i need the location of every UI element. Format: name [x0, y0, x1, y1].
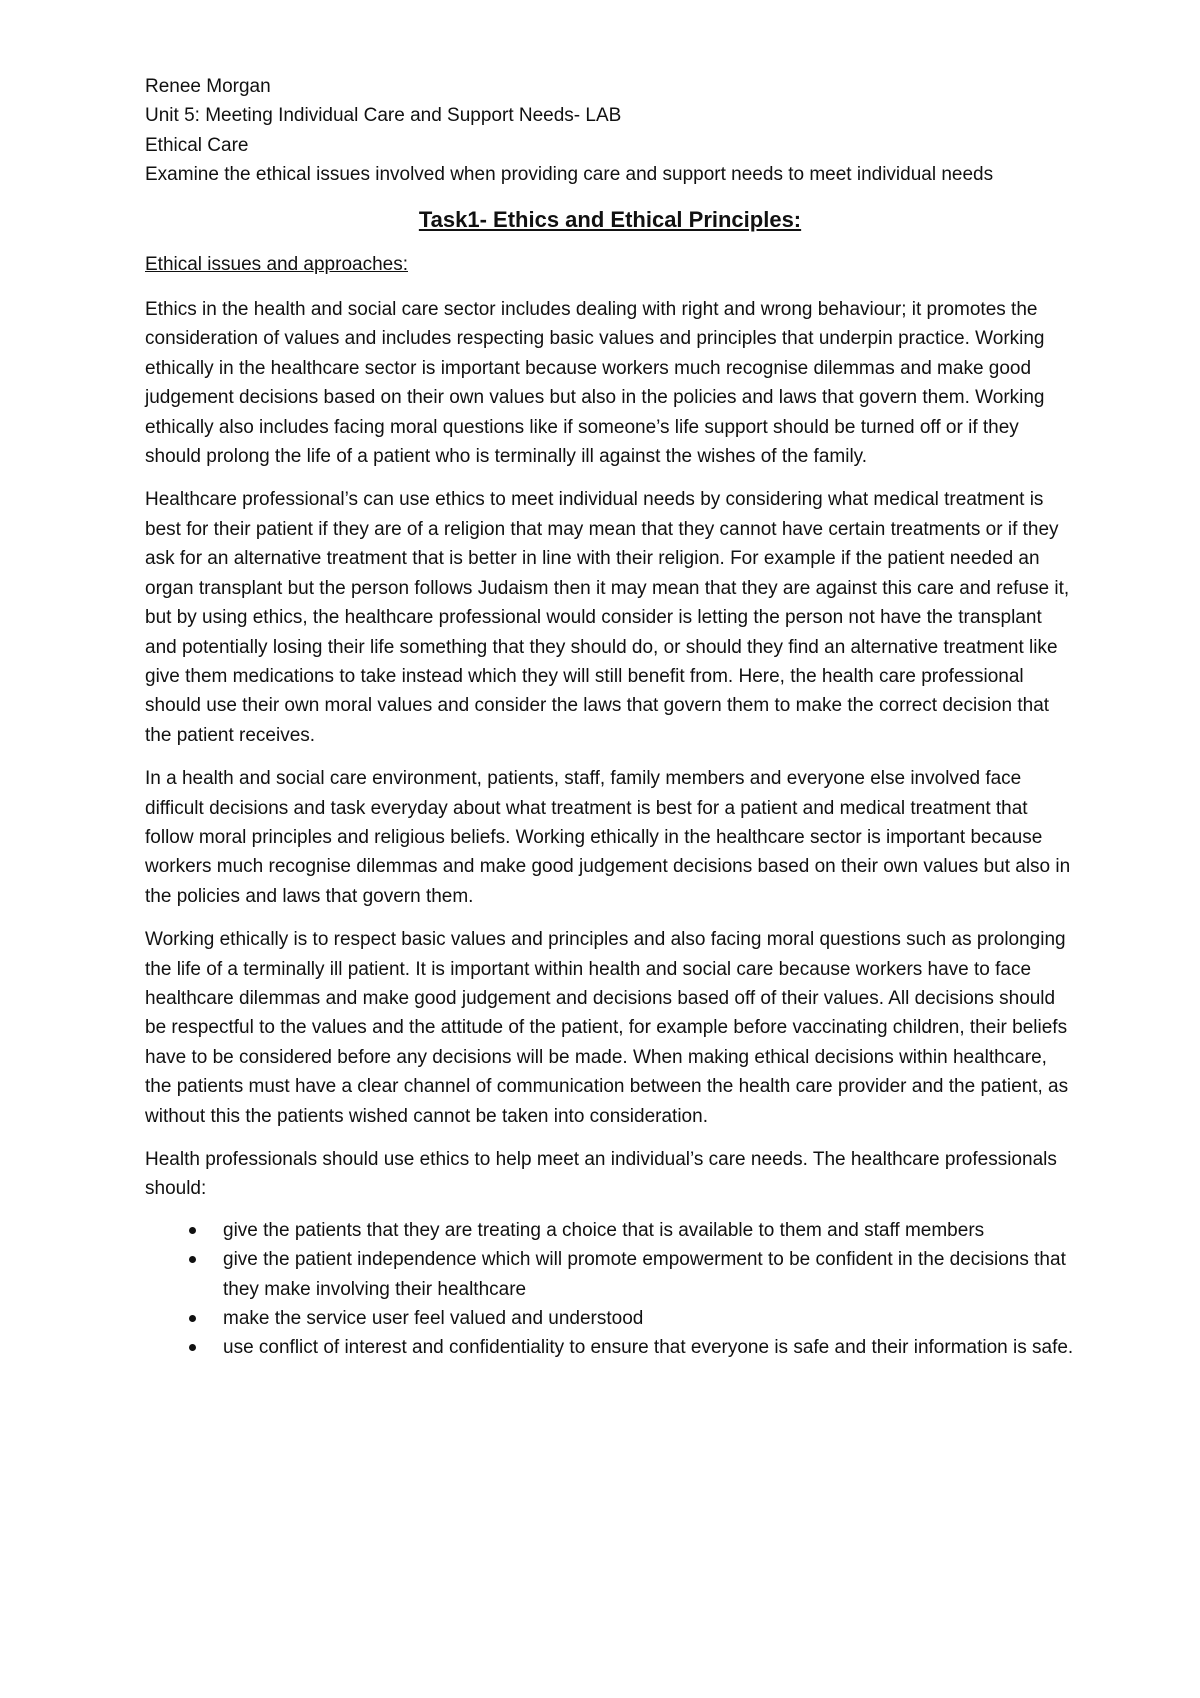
bullet-icon	[189, 1344, 196, 1351]
paragraph: In a health and social care environment, patients, staff, family members and everyone else involved face difficult decisions and task everyday about what treatment is best for a patient and medical treatment that follow moral principles and religious beliefs. Working ethically in the healthcare sector is important because workers much recognise dilemmas and make good judgement decisions based on their own values but also in the policies and laws that govern them.	[145, 768, 1071, 907]
paragraph: Health professionals should use ethics to help meet an individual’s care needs. The healthcare professionals should:	[145, 1149, 1057, 1200]
bullet-list	[145, 1216, 1075, 1363]
topic-title: Ethical Care	[145, 134, 249, 156]
list-item	[145, 1216, 1075, 1245]
unit-title: Unit 5: Meeting Individual Care and Support Needs- LAB	[145, 105, 622, 127]
paragraph: Working ethically is to respect basic values and principles and also facing moral questions such as prolonging the life of a terminally ill patient. It is important within health and social care because workers have to face healthcare dilemmas and make good judgement and decisions based off of their values. All decisions should be respectful to the values and the attitude of the patient, for example before vaccinating children, their beliefs have to be considered before any decisions will be made. When making ethical decisions within healthcare, the patients must have a clear channel of communication between the health care provider and the patient, as without this the patients wished cannot be taken into consideration.	[145, 929, 1069, 1127]
task-title: Task1- Ethics and Ethical Principles:	[418, 206, 802, 232]
section-heading: Ethical issues and approaches:	[145, 253, 408, 275]
list-item-text: give the patient independence which will promote empowerment to be confident in the decisions that they make involving their healthcare	[223, 1249, 1066, 1300]
bullet-icon	[189, 1315, 196, 1322]
list-item	[145, 1304, 1075, 1333]
list-item	[145, 1333, 1075, 1362]
assignment-objective: Examine the ethical issues involved when providing care and support needs to meet individual needs	[145, 164, 994, 186]
bullet-icon	[189, 1256, 196, 1263]
list-item-text: give the patients that they are treating a choice that is available to them and staff members	[223, 1219, 985, 1241]
list-item-text: use conflict of interest and confidentiality to ensure that everyone is safe and their information is safe.	[223, 1337, 1074, 1359]
paragraph: Healthcare professional’s can use ethics to meet individual needs by considering what medical treatment is best for their patient if they are of a religion that may mean that they cannot have certain treatments or if they ask for an alternative treatment that is better in line with their religion. For example if the patient needed an organ transplant but the person follows Judaism then it may mean that they are against this care and refuse it, but by using ethics, the healthcare professional would consider is letting the person not have the transplant and potentially losing their life something that they should do, or should they find an alternative treatment like give them medications to take instead which they will still benefit from. Here, the health care professional should use their own moral values and consider the laws that govern them to make the correct decision that the patient receives.	[145, 489, 1070, 746]
author-name: Renee Morgan	[145, 76, 271, 97]
bullet-icon	[189, 1227, 196, 1234]
paragraph: Ethics in the health and social care sector includes dealing with right and wrong behaviour; it promotes the consideration of values and includes respecting basic values and principles that underpin practice. Working ethically in the healthcare sector is important because workers much recognise dilemmas and make good judgement decisions based on their own values but also in the policies and laws that govern them. Working ethically also includes facing moral questions like if someone’s life support should be turned off or if they should prolong the life of a patient who is terminally ill against the wishes of the family.	[145, 299, 1045, 468]
list-item	[145, 1245, 1075, 1304]
list-item-text: make the service user feel valued and understood	[223, 1308, 644, 1330]
document-body	[145, 72, 1075, 1363]
